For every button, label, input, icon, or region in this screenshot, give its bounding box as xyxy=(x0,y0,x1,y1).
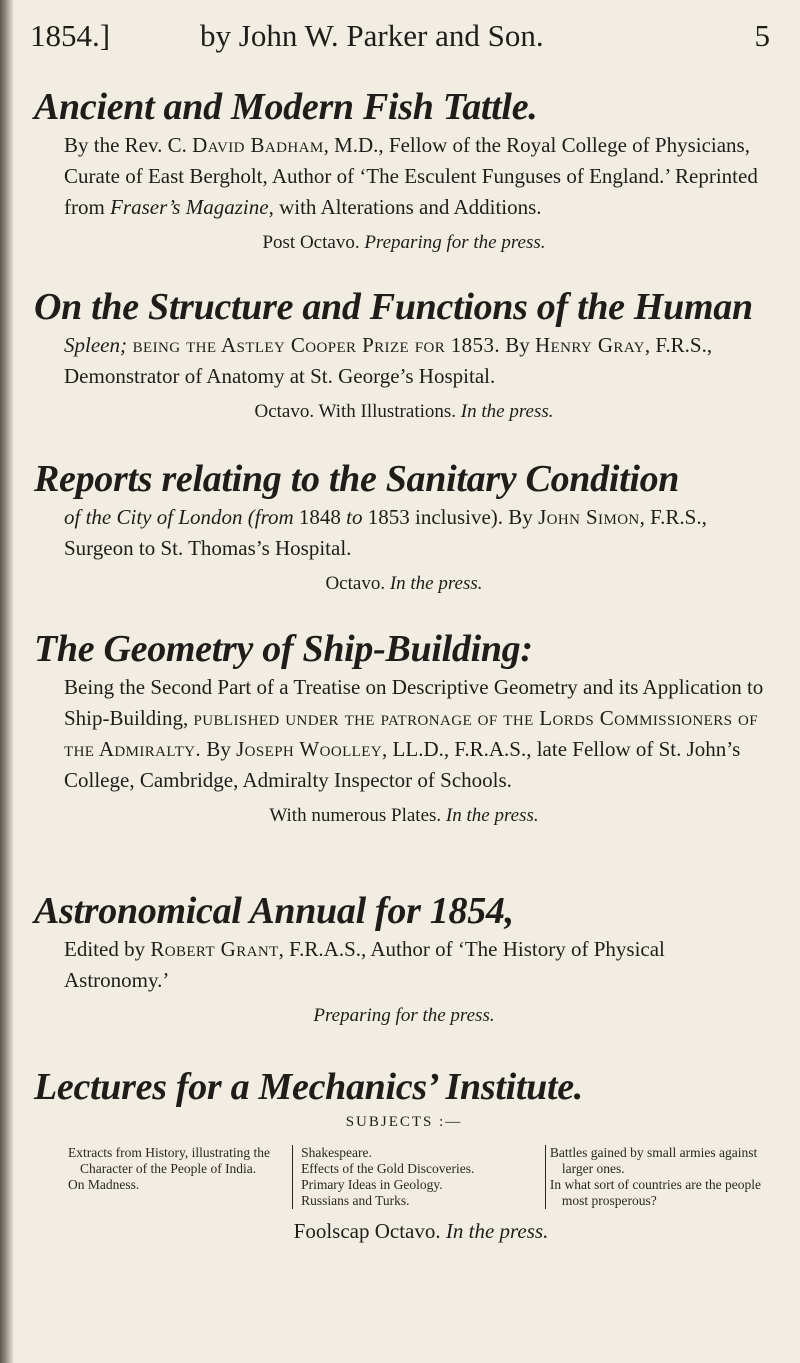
subject-item: On Madness. xyxy=(68,1177,140,1192)
entry-author: Joseph Woolley xyxy=(236,737,383,761)
entry-author: Henry Gray xyxy=(535,333,645,357)
subject-item: Shakespeare. xyxy=(301,1145,372,1160)
entry-status: In the press. xyxy=(445,1219,549,1243)
entry-author: Robert Grant xyxy=(150,937,279,961)
entry-text: being the Astley Cooper Prize for 1853. xyxy=(126,333,501,357)
catalogue-entry-mechanics-institute xyxy=(34,1064,774,1244)
catalogue-entry-human-spleen xyxy=(34,284,774,426)
subject-item: Effects of the Gold Discoveries. xyxy=(301,1161,475,1176)
entry-text: By xyxy=(201,737,237,761)
entry-text: , with Alterations and Additions. xyxy=(268,195,542,219)
subjects-label: SUBJECTS :— xyxy=(345,1114,463,1130)
entry-description xyxy=(64,934,774,996)
subjects-column-left xyxy=(68,1145,292,1209)
entry-format: Post Octavo. xyxy=(262,232,360,253)
header-publisher: by John W. Parker and Son. xyxy=(200,18,544,53)
entry-text: , F.R.A.S., Author of ‘The History of Physical Astronomy.’ xyxy=(64,937,665,992)
entry-title: The Geometry of Ship-Building: xyxy=(34,628,533,670)
subject-item: Primary Ideas in Geology. xyxy=(301,1177,443,1192)
entry-format: Octavo. xyxy=(325,573,386,594)
entry-format-line xyxy=(34,1002,774,1030)
entry-text: By the Rev. C. xyxy=(64,133,193,157)
subjects-column-middle xyxy=(292,1145,546,1209)
entry-title: Astronomical Annual for 1854, xyxy=(34,890,514,932)
entry-format-line xyxy=(68,1219,774,1244)
entry-status: Preparing for the press. xyxy=(364,232,546,253)
entry-text: , F.R.S., Surgeon to St. Thomas’s Hospital. xyxy=(64,505,707,560)
entry-format: Octavo. With Illustrations. xyxy=(254,401,457,422)
subjects-columns xyxy=(68,1145,774,1209)
entry-title: Reports relating to the Sanitary Condition xyxy=(34,458,680,500)
entry-author: David Badham xyxy=(192,133,324,157)
catalogue-entry-sanitary-condition xyxy=(34,456,774,598)
entry-text: 1853 inclusive). xyxy=(362,505,504,529)
entry-status: In the press. xyxy=(445,805,539,826)
entry-italic: (from xyxy=(247,505,294,529)
page-header xyxy=(30,18,770,68)
header-year: 1854.] xyxy=(30,18,111,53)
entry-format: With numerous Plates. xyxy=(269,805,442,826)
entry-title: Lectures for a Mechanics’ Institute. xyxy=(34,1066,583,1108)
subject-item: Extracts from History, illustrating the Character of the People of India. xyxy=(68,1145,270,1176)
entry-description xyxy=(64,130,774,223)
entry-text: , M.D., Fellow of the Royal College of Physicians, Curate of East Bergholt, Author of ‘The Esculent Funguses of England.’ Reprinted from xyxy=(64,133,758,219)
entry-description xyxy=(64,330,774,392)
entry-format-line xyxy=(34,802,774,830)
subjects-column-right xyxy=(546,1145,774,1209)
entry-format-line xyxy=(34,229,774,257)
entry-text: , LL.D., F.R.A.S., late Fellow of St. John’s College, Cambridge, Admiralty Inspector of Schools. xyxy=(64,737,741,792)
entry-italic: Spleen; xyxy=(64,333,127,357)
subject-item: Battles gained by small armies against larger ones. xyxy=(549,1145,758,1176)
entry-text: Edited by xyxy=(64,937,151,961)
entry-title: On the Structure and Functions of the Human xyxy=(34,286,753,328)
entry-description xyxy=(64,502,774,564)
page-number: 5 xyxy=(754,18,770,53)
entry-format: Foolscap Octavo. xyxy=(293,1219,441,1243)
book-spine-shadow xyxy=(0,0,14,1363)
entry-author: John Simon xyxy=(538,505,640,529)
entry-status: In the press. xyxy=(389,573,483,594)
entry-title: Ancient and Modern Fish Tattle. xyxy=(34,86,538,128)
catalogue-entry-fish-tattle xyxy=(34,84,774,257)
entry-italic: to xyxy=(346,505,363,529)
subject-item: In what sort of countries are the people most prosperous? xyxy=(549,1177,761,1208)
entry-italic: of the City of London xyxy=(64,505,243,529)
catalogue-entry-ship-building xyxy=(34,626,774,830)
entry-text: published under the patronage of the Lords Commissioners of the Admiralty. xyxy=(64,706,758,761)
entry-description xyxy=(64,672,774,796)
entry-status: Preparing for the press. xyxy=(313,1005,495,1026)
catalogue-entry-astronomical-annual xyxy=(34,888,774,1030)
subject-item: Russians and Turks. xyxy=(301,1193,410,1208)
entry-format-line xyxy=(34,398,774,426)
entry-text: By xyxy=(503,505,539,529)
entry-italic: Fraser’s Magazine xyxy=(110,195,269,219)
entry-status: In the press. xyxy=(460,401,554,422)
entry-text: 1848 xyxy=(293,505,347,529)
entry-text: Being the Second Part of a Treatise on Descriptive Geometry and its Application to Ship-Building, xyxy=(64,675,764,730)
entry-text: , F.R.S., Demonstrator of Anatomy at St. George’s Hospital. xyxy=(64,333,713,388)
entry-text: By xyxy=(500,333,536,357)
entry-format-line xyxy=(34,570,774,598)
